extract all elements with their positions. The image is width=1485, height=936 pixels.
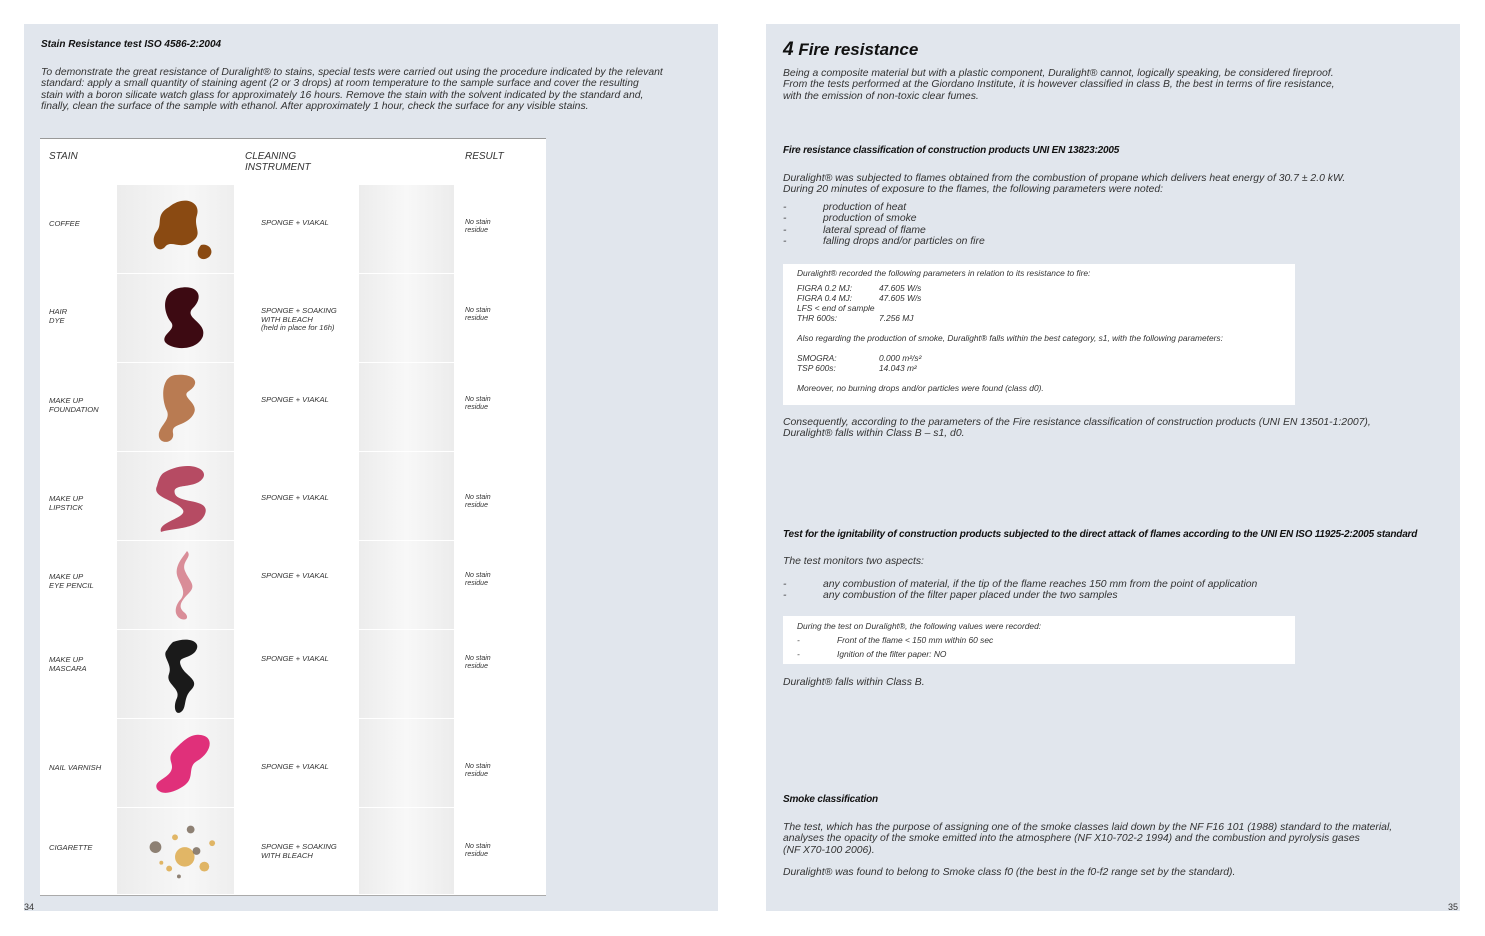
stain-name: CIGARETTE xyxy=(49,843,93,852)
list-item: - production of smoke xyxy=(783,213,1383,224)
section1-conclusion: Consequently, according to the parameters of the Fire resistance classification of construction products (UNI EN 13501-1:2007), Duralight® falls within Class B – s1, d0. xyxy=(783,417,1371,440)
table-row xyxy=(40,363,546,453)
stain-sample-image xyxy=(117,630,234,718)
cleaned-sample-image xyxy=(359,719,454,807)
list-item: - any combustion of material, if the tip of the flame reaches 150 mm from the point of application xyxy=(783,579,1443,590)
ash-speck xyxy=(177,874,181,878)
table-header xyxy=(40,138,546,186)
stain-sample-image xyxy=(117,719,234,807)
table-row xyxy=(40,452,546,542)
table-row xyxy=(40,185,546,275)
param-row: FIGRA 0.2 MJ: 47.605 W/s xyxy=(797,283,922,293)
section3-conclusion: Duralight® was found to belong to Smoke class f0 (the best in the f0-f2 range set by the standard). xyxy=(783,867,1236,878)
cleaning-instrument: SPONGE + VIAKAL xyxy=(261,218,329,227)
cleaning-instrument: SPONGE + VIAKAL xyxy=(261,395,329,404)
param-row: TSP 600s: 14.043 m² xyxy=(797,363,917,373)
section1-text: Duralight® was subjected to flames obtained from the combustion of propane which delivers heat energy of 30.7 ± 2.0 kW. During 20 minutes of exposure to the flames, the following parameters were noted: xyxy=(783,173,1346,196)
cleaning-instrument: SPONGE + SOAKING WITH BLEACH (held in place for 16h) xyxy=(261,306,337,332)
stain-blob xyxy=(117,363,234,451)
ash-speck xyxy=(199,862,209,872)
table-row xyxy=(40,719,546,809)
stain-blob xyxy=(117,274,234,362)
ash-speck xyxy=(172,834,178,840)
result-text: No stain residue xyxy=(465,843,491,858)
stain-shape xyxy=(165,640,197,713)
cleaned-sample-image xyxy=(359,274,454,362)
list-item: - lateral spread of flame xyxy=(783,225,1383,236)
cleaned-sample-image xyxy=(359,541,454,629)
result-text: No stain residue xyxy=(465,396,491,411)
table-row xyxy=(40,630,546,720)
stain-sample-image xyxy=(117,452,234,540)
stain-shape xyxy=(159,375,195,442)
cleaning-instrument: SPONGE + VIAKAL xyxy=(261,493,329,502)
stain-table xyxy=(40,138,546,895)
stain-name: MAKE UP EYE PENCIL xyxy=(49,572,94,590)
cleaned-sample-image xyxy=(359,452,454,540)
table-row xyxy=(40,541,546,631)
section2-conclusion: Duralight® falls within Class B. xyxy=(783,677,925,688)
section1-bullets xyxy=(783,202,1383,247)
table-row xyxy=(40,808,546,896)
stain-shape xyxy=(154,201,212,260)
fire-params-box: Duralight® recorded the following parameters in relation to its resistance to fire: FIGRA 0.2 MJ: 47.605 W/s FIGRA 0.4 MJ: 47.605 W/s LFS < end of sample THR 600s: 7.256 MJ Also regarding the production of smoke, Duralight® falls within the best category, s1, with the following parameters: SMOGRA: 0.000 m²/s² TSP 600s: 14.043 m² Moreover, no burning drops and/or particles were found (class d0). xyxy=(783,264,1295,405)
cleaning-instrument: SPONGE + SOAKING WITH BLEACH xyxy=(261,842,337,860)
section3-title: Smoke classification xyxy=(783,794,878,805)
cleaning-instrument: SPONGE + VIAKAL xyxy=(261,654,329,663)
section-number: 4 xyxy=(783,39,794,60)
section2-title: Test for the ignitability of construction products subjected to the direct attack of flames according to the UNI EN ISO 11925-2:2005 standard xyxy=(783,529,1418,540)
stain-shape xyxy=(156,466,206,532)
section3-text: The test, which has the purpose of assigning one of the smoke classes laid down by the NF F16 101 (1988) standard to the material, analyses the opacity of the smoke emitted into the atmosphere (NF X10-702-2 1994) and the combustion and pyrolysis gases (NF X70-100 2006). xyxy=(783,822,1393,856)
list-item: - production of heat xyxy=(783,202,1383,213)
ash-speck xyxy=(209,840,215,846)
fire-intro: Being a composite material but with a plastic component, Duralight® cannot, logically speaking, be considered fireproof. From the tests performed at the Giordano Institute, it is however classified in class B, the best in terms of fire resistance, with the emission of non-toxic clear fumes. xyxy=(783,68,1335,102)
header-result: RESULT xyxy=(465,151,504,162)
stain-test-title: Stain Resistance test ISO 4586-2:2004 xyxy=(41,39,222,50)
param-row: SMOGRA: 0.000 m²/s² xyxy=(797,353,922,363)
ash-speck xyxy=(150,841,162,853)
cleaning-instrument: SPONGE + VIAKAL xyxy=(261,762,329,771)
section1-title: Fire resistance classification of construction products UNI EN 13823:2005 xyxy=(783,145,1120,156)
param-row: FIGRA 0.4 MJ: 47.605 W/s xyxy=(797,293,922,303)
list-item: - any combustion of the filter paper placed under the two samples xyxy=(783,590,1443,601)
stain-sample-image xyxy=(117,274,234,362)
stain-name: COFFEE xyxy=(49,219,80,228)
section2-intro: The test monitors two aspects: xyxy=(783,556,924,567)
list-item: - Front of the flame < 150 mm within 60 sec xyxy=(797,635,994,645)
stain-sample-image xyxy=(117,808,234,894)
right-page xyxy=(766,24,1460,911)
stain-blob xyxy=(117,630,234,718)
header-cleaning: CLEANING INSTRUMENT xyxy=(245,151,311,173)
stain-sample-image xyxy=(117,363,234,451)
ignitability-box: During the test on Duralight®, the following values were recorded: - Front of the flame < 150 mm within 60 sec - Ignition of the filter paper: NO xyxy=(783,616,1295,664)
ash-speck xyxy=(175,847,195,867)
section-heading xyxy=(783,39,918,61)
left-page xyxy=(24,24,718,911)
stain-name: NAIL VARNISH xyxy=(49,763,102,772)
stain-blob xyxy=(117,541,234,629)
param-row: THR 600s: 7.256 MJ xyxy=(797,313,914,323)
section2-bullets xyxy=(783,579,1443,602)
stain-name: MAKE UP MASCARA xyxy=(49,655,87,673)
result-text: No stain residue xyxy=(465,219,491,234)
stain-blob xyxy=(117,185,234,273)
list-item: - Ignition of the filter paper: NO xyxy=(797,649,947,659)
stain-name: MAKE UP LIPSTICK xyxy=(49,494,84,512)
stain-test-intro: To demonstrate the great resistance of Duralight® to stains, special tests were carried out using the procedure indicated by the relevant standard: apply a small quantity of staining agent (2 or 3 drops) at room temperature to the sample surface and cover the resulting stain with a boron silicate watch glass for approximately 16 hours. Remove the stain with the solvent indicated by the standard and, finally, clean the surface of the sample with ethanol. After approximately 1 hour, check the surface for any visible stains. xyxy=(41,67,663,112)
cleaning-instrument: SPONGE + VIAKAL xyxy=(261,571,329,580)
stain-name: HAIR DYE xyxy=(49,307,68,325)
stain-blob xyxy=(117,452,234,540)
ash-speck xyxy=(166,866,172,872)
cleaned-sample-image xyxy=(359,808,454,894)
result-text: No stain residue xyxy=(465,763,491,778)
stain-blob xyxy=(117,719,234,807)
page-number-left: 34 xyxy=(24,902,35,912)
result-text: No stain residue xyxy=(465,572,491,587)
stain-sample-image xyxy=(117,541,234,629)
stain-name: MAKE UP FOUNDATION xyxy=(49,396,99,414)
stain-shape xyxy=(156,735,209,793)
cleaned-sample-image xyxy=(359,630,454,718)
list-item: - falling drops and/or particles on fire xyxy=(783,236,1383,247)
page-number-right: 35 xyxy=(1448,902,1459,912)
stain-blob xyxy=(117,808,234,894)
ash-speck xyxy=(193,847,201,855)
cleaned-sample-image xyxy=(359,185,454,273)
stain-shape xyxy=(176,551,193,620)
ash-speck xyxy=(187,826,195,834)
result-text: No stain residue xyxy=(465,655,491,670)
result-text: No stain residue xyxy=(465,494,491,509)
ash-speck xyxy=(159,861,163,865)
param-row: LFS < end of sample xyxy=(797,303,875,313)
stain-sample-image xyxy=(117,185,234,273)
header-stain: STAIN xyxy=(49,151,78,162)
result-text: No stain residue xyxy=(465,307,491,322)
stain-shape xyxy=(164,287,203,348)
section-heading-text: Fire resistance xyxy=(798,40,919,59)
table-row xyxy=(40,274,546,364)
cleaned-sample-image xyxy=(359,363,454,451)
